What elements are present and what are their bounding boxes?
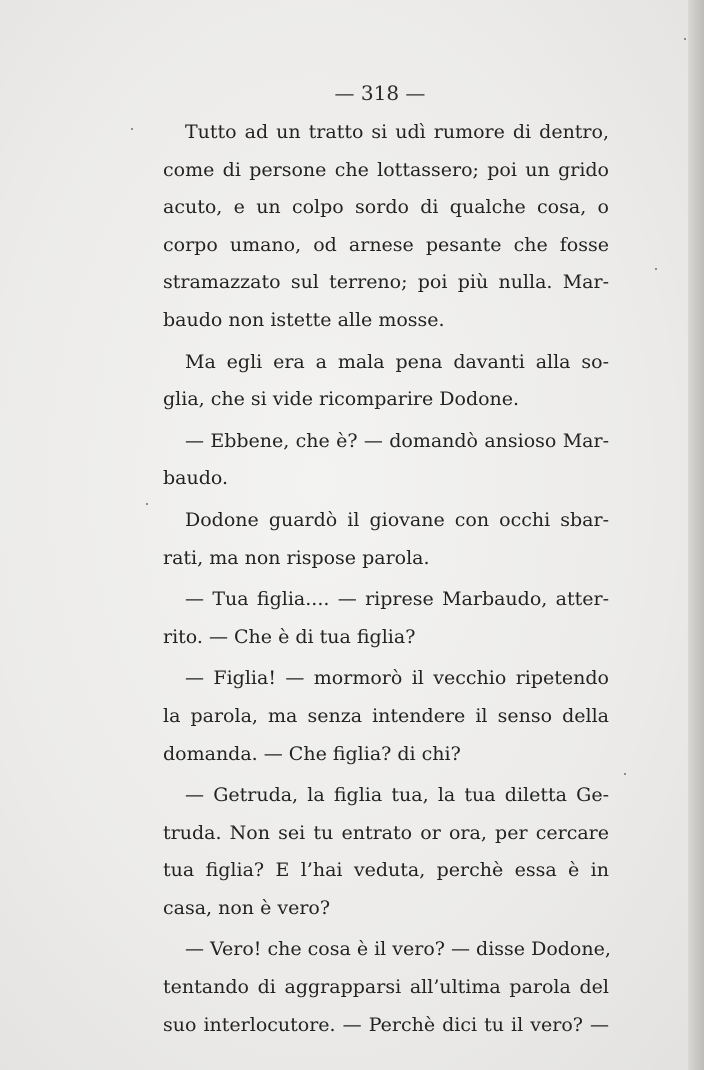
text-line: rito. — Che è di tua figlia? [163,625,416,648]
body-text [163,114,609,1044]
print-speck [684,38,686,40]
paragraph [163,502,609,577]
text-line: Dodone guardò il giovane con occhi sbar- [185,508,609,531]
text-line: baudo. [163,467,229,490]
text-line: — Getruda, la figlia tua, la tua diletta Ge- [185,784,609,807]
text-line: suo interlocutore. — Perchè dici tu il vero? — [163,1013,609,1036]
paragraph [163,344,609,419]
text-line: — Figlia! — mormorò il vecchio ripetendo [185,667,609,690]
text-line: rati, ma non rispose parola. [163,546,430,569]
text-line: Ma egli era a mala pena davanti alla so- [185,350,609,373]
text-line: — Tua figlia.... — riprese Marbaudo, atter- [185,588,609,611]
page-number: — 318 — [334,81,426,105]
paragraph [163,931,609,1044]
paragraph [163,660,609,773]
text-line: la parola, ma senza intendere il senso della [163,704,609,727]
text-line: Tutto ad un tratto si udì rumore di dentro, [185,121,609,143]
print-speck [146,503,148,505]
text-line: baudo non istette alle mosse. [163,308,445,331]
paragraph [163,777,609,927]
paragraph [163,581,609,656]
print-speck [131,128,133,130]
paragraph [163,423,609,498]
text-line: tua figlia? E l’hai veduta, perchè essa è in [163,859,609,882]
print-speck [624,773,626,775]
text-line: — Ebbene, che è? — domandò ansioso Mar- [185,429,609,452]
text-line: come di persone che lottassero; poi un grido [163,158,609,181]
text-line: glia, che si vide ricomparire Dodone. [163,388,520,411]
print-speck [655,268,657,270]
text-line: truda. Non sei tu entrato or ora, per cercare [163,821,609,844]
text-line: domanda. — Che figlia? di chi? [163,742,461,765]
page-edge-shadow [688,0,704,1070]
text-line: stramazzato sul terreno; poi più nulla. Mar- [163,271,609,294]
paragraph [163,114,609,340]
text-line: tentando di aggrapparsi all’ultima parola del [163,976,609,999]
text-line: casa, non è vero? [163,896,331,919]
text-line: — Vero! che cosa è il vero? — disse Dodone, [185,938,611,961]
text-line: corpo umano, od arnese pesante che fosse [163,233,609,256]
text-line: acuto, e un colpo sordo di qualche cosa, o [163,196,609,219]
